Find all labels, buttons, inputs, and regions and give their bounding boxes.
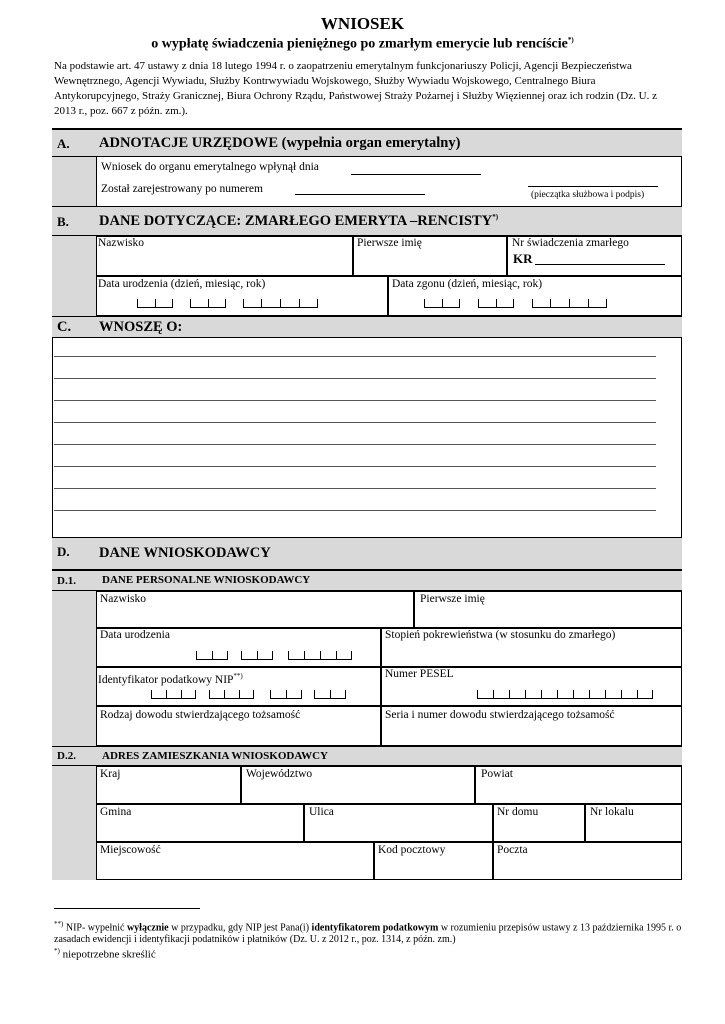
county-label: Powiat — [481, 768, 513, 780]
section-d-letter: D. — [57, 544, 70, 559]
section-a-letter: A. — [57, 136, 70, 151]
applicant-pesel-label: Numer PESEL — [385, 668, 454, 680]
applicant-nip-label: Identyfikator podatkowy NIP**) — [98, 672, 243, 686]
subtitle-footnote-mark: *) — [567, 36, 574, 44]
section-d-title: DANE WNIOSKODAWCY — [99, 545, 271, 561]
received-date-field[interactable] — [351, 174, 481, 175]
death-month-cells[interactable] — [478, 299, 514, 308]
nip-cells-group-4[interactable] — [314, 690, 346, 699]
commune-label: Gmina — [100, 806, 132, 818]
section-d1-title: DANE PERSONALNE WNIOSKODAWCY — [102, 574, 311, 586]
nip-cells-group-2[interactable] — [209, 690, 254, 699]
stamp-signature-line[interactable] — [528, 186, 658, 187]
applicant-birth-date-label: Data urodzenia — [100, 629, 170, 641]
deceased-death-date-label: Data zgonu (dzień, miesiąc, rok) — [392, 278, 543, 290]
deceased-birth-date-label: Data urodzenia (dzień, miesiąc, rok) — [98, 278, 266, 290]
applicant-birth-day-cells[interactable] — [196, 651, 228, 660]
section-d2-title: ADRES ZAMIESZKANIA WNIOSKODAWCY — [102, 750, 328, 762]
document-title: WNIOSEK — [320, 14, 405, 33]
request-line-2[interactable] — [54, 378, 656, 379]
request-line-1[interactable] — [54, 356, 656, 357]
applicant-id-number-label: Seria i numer dowodu stwierdzającego tożsamość — [385, 709, 615, 721]
deceased-benefit-number-label: Nr świadczenia zmarłego — [512, 237, 629, 249]
section-d2-letter: D.2. — [57, 750, 76, 762]
section-c-letter: C. — [57, 319, 72, 335]
applicant-id-type-label: Rodzaj dowodu stwierdzającego tożsamość — [100, 709, 301, 721]
section-d2-column — [52, 766, 96, 880]
stamp-signature-label: (pieczątka służbowa i podpis) — [531, 190, 645, 200]
post-office-label: Poczta — [497, 844, 528, 856]
death-day-cells[interactable] — [424, 299, 460, 308]
legal-basis-text: Na podstawie art. 47 ustawy z dnia 18 lutego 1994 r. o zaopatrzeniu emerytalnym funkcjonariuszy Policji, Agencji Bezpieczeństwa Wewnętrznego, Agencji Wywiadu, Służby Kontrwywiadu Wojskowego, Służby Wywiadu Wojskowego, Centralnego Biura Antykorupcyjnego, Straży Granicznej, Biura Ochrony Rządu, Państwowej Straży Pożarnej i Służby Więziennej oraz ich rodzin (Dz. U. z 2013 r., poz. 667 z późn. zm.). — [54, 60, 657, 117]
section-b-column — [52, 236, 96, 316]
house-number-label: Nr domu — [497, 806, 539, 818]
footnote-strike: *) niepotrzebne skreślić — [54, 947, 156, 961]
applicant-first-name-label: Pierwsze imię — [420, 593, 485, 605]
section-b-footnote-mark: *) — [492, 213, 499, 222]
request-line-8[interactable] — [54, 510, 656, 511]
applicant-birth-month-cells[interactable] — [241, 651, 273, 660]
benefit-number-line[interactable] — [535, 264, 665, 265]
benefit-number-prefix: KR — [513, 251, 533, 266]
death-year-cells[interactable] — [532, 299, 607, 308]
section-a-column — [52, 157, 96, 206]
nip-cells-group-1[interactable] — [151, 690, 196, 699]
deceased-first-name-label: Pierwsze imię — [357, 237, 422, 249]
document-subtitle: o wypłatę świadczenia pieniężnego po zmarłym emerycie lub rencíście*) — [151, 36, 574, 52]
section-b-title: DANE DOTYCZĄCE: ZMARŁEGO EMERYTA –RENCISTY*) — [99, 213, 499, 229]
section-b-letter: B. — [57, 214, 69, 229]
birth-day-cells[interactable] — [137, 299, 173, 308]
applicant-birth-year-cells[interactable] — [288, 651, 352, 660]
received-date-label: Wniosek do organu emerytalnego wpłynął dnia — [101, 161, 319, 173]
flat-number-label: Nr lokalu — [590, 806, 634, 818]
city-label: Miejscowość — [100, 844, 161, 856]
applicant-surname-label: Nazwisko — [100, 593, 146, 605]
section-d1-letter: D.1. — [57, 575, 76, 587]
request-line-4[interactable] — [54, 422, 656, 423]
section-a-title: ADNOTACJE URZĘDOWE (wypełnia organ emerytalny) — [99, 135, 461, 151]
voivodeship-label: Województwo — [246, 768, 313, 780]
street-label: Ulica — [309, 806, 334, 818]
registration-number-label: Został zarejestrowany po numerem — [101, 183, 263, 195]
section-d1-column — [52, 591, 96, 746]
nip-footnote-mark: **) — [233, 672, 243, 680]
footnote-nip: **) NIP- wypełnić wyłącznie w przypadku, gdy NIP jest Pana(i) identyfikatorem podatkowym w rozumieniu przepisów ustawy z 13 października 1995 r. o zasadach ewidencji i identyfikacji podatników i płatników (Dz. U. z 2012 r., poz. 1314, z późn. zm.) — [54, 920, 682, 946]
country-label: Kraj — [100, 768, 121, 780]
birth-year-cells[interactable] — [243, 299, 318, 308]
section-c-title: WNOSZĘ O: — [99, 319, 183, 335]
pesel-cells[interactable] — [477, 690, 653, 699]
nip-cells-group-3[interactable] — [270, 690, 302, 699]
request-line-3[interactable] — [54, 400, 656, 401]
deceased-surname-label: Nazwisko — [98, 237, 144, 249]
postal-code-label: Kod pocztowy — [378, 844, 446, 856]
birth-month-cells[interactable] — [190, 299, 226, 308]
registration-number-field[interactable] — [295, 194, 425, 195]
footnote-separator — [54, 908, 200, 909]
applicant-kinship-label: Stopień pokrewieństwa (w stosunku do zmarłego) — [385, 629, 616, 641]
request-line-5[interactable] — [54, 444, 656, 445]
section-a-divider — [96, 157, 97, 206]
request-line-6[interactable] — [54, 466, 656, 467]
request-line-7[interactable] — [54, 488, 656, 489]
